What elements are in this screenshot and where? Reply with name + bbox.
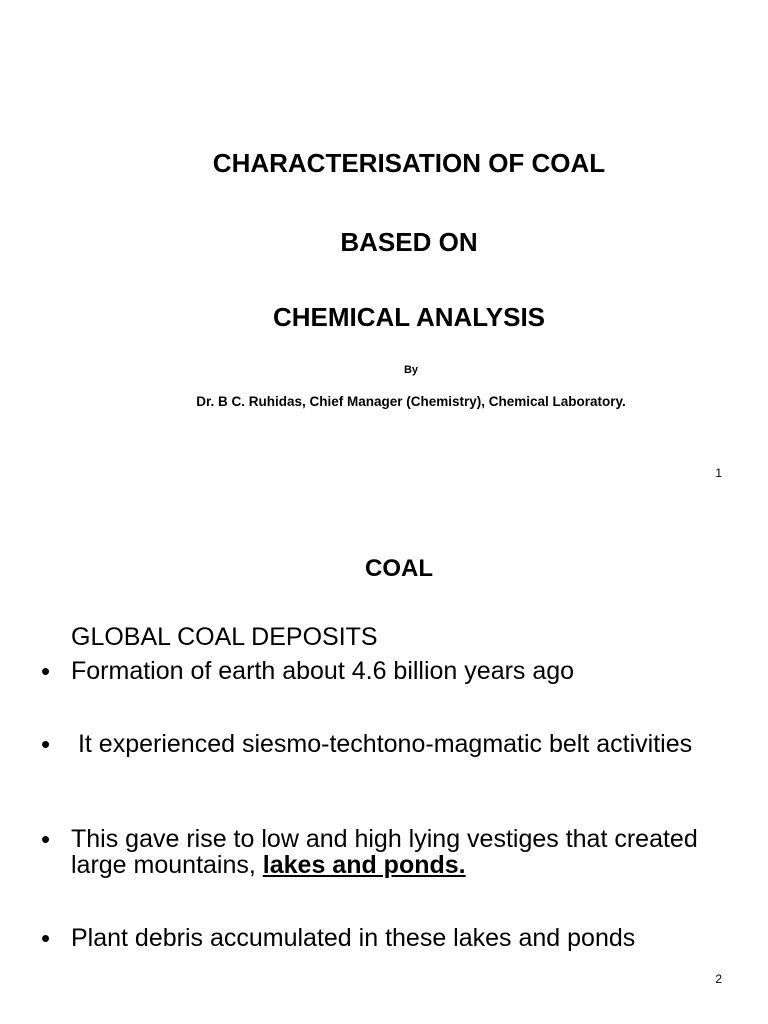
title-line-3: CHEMICAL ANALYSIS: [272, 302, 546, 332]
page-number: 2: [715, 972, 722, 986]
title-line-1: CHARACTERISATION OF COAL: [212, 148, 606, 178]
bullet-icon: •: [41, 656, 51, 686]
bullet-text: [71, 731, 711, 757]
title-line-2: BASED ON: [340, 227, 478, 257]
bullet-icon: •: [41, 923, 51, 953]
page-number: 1: [715, 466, 722, 480]
author-line: Dr. B C. Ruhidas, Chief Manager (Chemistry), Chemical Laboratory.: [196, 394, 626, 409]
bullet-icon: •: [41, 729, 51, 759]
bullet-text-part: This gave rise to low and high lying vestiges that created large mountains,: [71, 825, 705, 879]
bullet-icon: •: [41, 824, 51, 854]
emphasis-text: lakes and ponds.: [262, 851, 466, 879]
bullet-text-part: It experienced siesmo-techtono-magmatic belt activities: [71, 730, 693, 758]
slide-heading: COAL: [365, 555, 433, 582]
slide-1: [0, 0, 768, 500]
bullet-text: Plant debris accumulated in these lakes and ponds: [71, 924, 636, 952]
by-label: By: [403, 364, 419, 376]
bullet-text: [71, 826, 711, 878]
subheading: GLOBAL COAL DEPOSITS: [71, 623, 378, 651]
slide-2: [0, 500, 768, 1024]
bullet-text: Formation of earth about 4.6 billion years ago: [71, 657, 575, 685]
